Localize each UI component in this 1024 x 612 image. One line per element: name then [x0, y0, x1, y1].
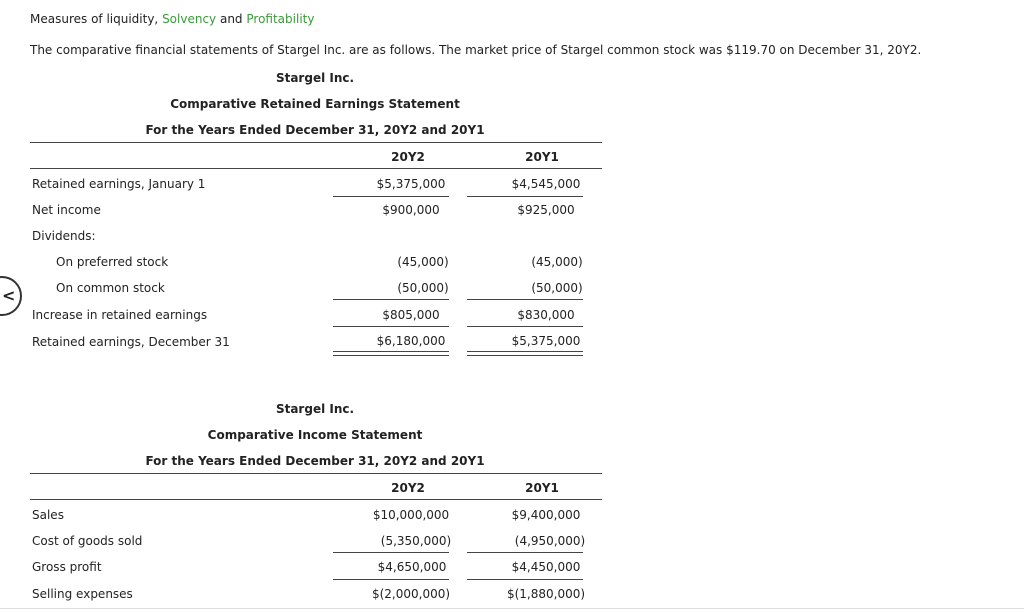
solvency-link[interactable]: Solvency — [162, 12, 217, 26]
is-col-20y2: 20Y2 — [391, 481, 425, 495]
is-top-rule — [30, 473, 602, 474]
breadcrumb-and: and — [216, 12, 247, 26]
re-row-value-20y1: $925,000 — [517, 203, 575, 217]
is-col-20y1: 20Y1 — [525, 481, 559, 495]
re-row-label: Dividends: — [32, 229, 96, 243]
is-row-value-20y2: $10,000,000 — [372, 508, 450, 522]
re-row-label: Retained earnings, December 31 — [32, 335, 230, 349]
re-row-label: On common stock — [56, 281, 165, 295]
profitability-link[interactable]: Profitability — [246, 12, 315, 26]
re-double-rule — [333, 351, 449, 356]
re-row-value-20y2: $805,000 — [382, 308, 440, 322]
re-row-value-20y2: $5,375,000 — [376, 177, 446, 191]
re-row-value-20y2: (45,000) — [397, 255, 449, 269]
is-row-value-20y2: $(2,000,000) — [371, 587, 451, 601]
re-row-value-20y1: $4,545,000 — [511, 177, 581, 191]
re-row-label: Net income — [32, 203, 101, 217]
re-row-value-20y2: $900,000 — [382, 203, 440, 217]
is-statement-title: Comparative Income Statement — [207, 428, 423, 442]
re-header-rule — [30, 168, 602, 169]
is-company-title: Stargel Inc. — [275, 402, 355, 416]
is-row-value-20y1: $9,400,000 — [511, 508, 581, 522]
re-row-value-20y1: $5,375,000 — [511, 334, 581, 348]
re-col-20y2: 20Y2 — [391, 150, 425, 164]
is-rule — [467, 579, 583, 580]
is-row-label: Sales — [32, 508, 64, 522]
re-rule — [333, 196, 449, 197]
re-row-label: Retained earnings, January 1 — [32, 177, 206, 191]
re-row-label: On preferred stock — [56, 255, 169, 269]
re-company-title: Stargel Inc. — [275, 71, 355, 85]
re-rule — [333, 299, 449, 300]
is-row-value-20y2: $4,650,000 — [377, 560, 447, 574]
is-row-value-20y2: (5,350,000) — [380, 534, 452, 548]
re-row-value-20y2: $6,180,000 — [376, 334, 446, 348]
page-bottom-border — [0, 608, 1024, 609]
re-statement-title: Comparative Retained Earnings Statement — [170, 97, 460, 111]
re-rule — [467, 299, 583, 300]
breadcrumb — [30, 12, 314, 26]
back-button[interactable] — [0, 276, 22, 316]
re-top-rule — [30, 142, 602, 143]
is-period: For the Years Ended December 31, 20Y2 and 20Y1 — [145, 454, 485, 468]
is-row-label: Gross profit — [32, 560, 102, 574]
re-double-rule — [467, 351, 583, 356]
chevron-left-icon: < — [2, 286, 16, 305]
is-row-value-20y1: $4,450,000 — [511, 560, 581, 574]
is-rule — [467, 552, 583, 553]
is-header-rule — [30, 499, 602, 500]
intro-text: The comparative financial statements of Stargel Inc. are as follows. The market price of Stargel common stock was $119.70 on December 31, 20Y2. — [30, 43, 922, 57]
is-row-value-20y1: (4,950,000) — [514, 534, 586, 548]
re-col-20y1: 20Y1 — [525, 150, 559, 164]
is-row-label: Selling expenses — [32, 587, 133, 601]
re-rule — [467, 326, 583, 327]
re-row-value-20y1: $830,000 — [517, 308, 575, 322]
is-row-value-20y1: $(1,880,000) — [506, 587, 586, 601]
re-row-label: Increase in retained earnings — [32, 308, 208, 322]
is-rule — [333, 552, 449, 553]
re-row-value-20y1: (45,000) — [531, 255, 583, 269]
re-row-value-20y2: (50,000) — [397, 281, 449, 295]
re-rule — [467, 196, 583, 197]
is-row-label: Cost of goods sold — [32, 534, 143, 548]
re-rule — [333, 326, 449, 327]
breadcrumb-prefix: Measures of liquidity, — [30, 12, 163, 26]
re-period: For the Years Ended December 31, 20Y2 and 20Y1 — [145, 123, 485, 137]
is-rule — [333, 579, 449, 580]
re-row-value-20y1: (50,000) — [531, 281, 583, 295]
